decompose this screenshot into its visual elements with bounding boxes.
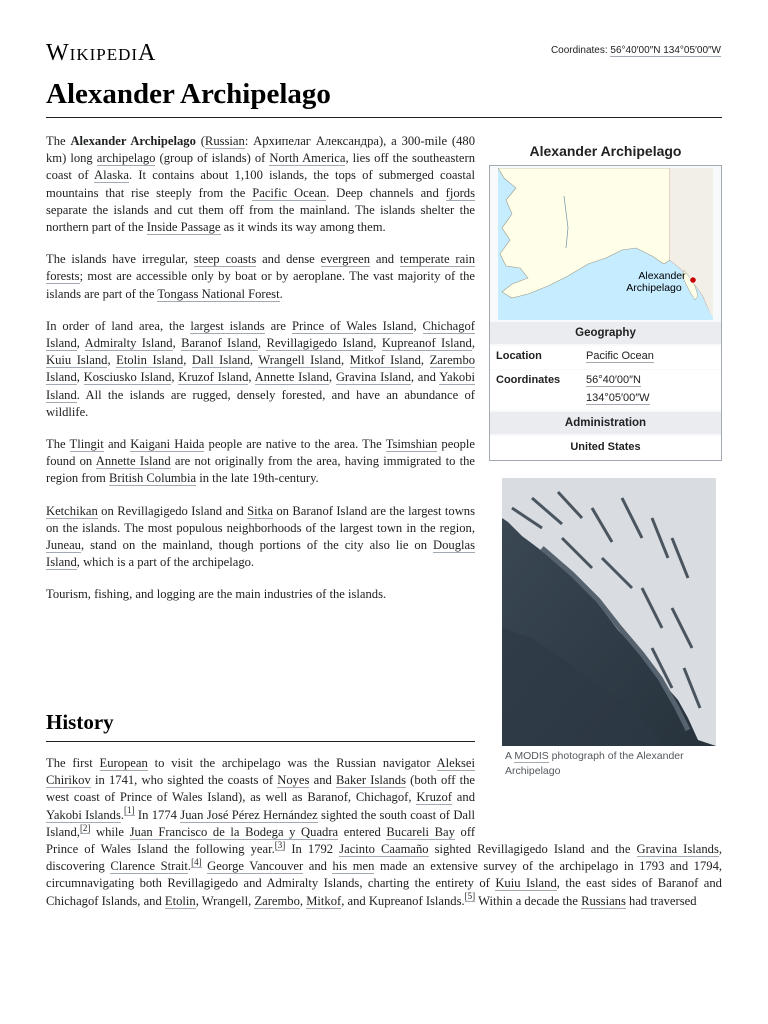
citation-ref[interactable]: [2] — [79, 822, 91, 833]
infobox-header-geography: Geography — [490, 322, 721, 344]
text: , lies off the southeastern coast of — [46, 151, 475, 183]
link-gravina-islands[interactable]: Gravina Islands — [636, 842, 719, 857]
link-kruzof[interactable]: Kruzof — [416, 790, 452, 805]
infobox-row-coordinates — [490, 370, 721, 410]
text: , — [340, 353, 350, 368]
text: , — [183, 353, 192, 368]
link-sitka[interactable]: Sitka — [247, 503, 273, 518]
wikipedia-wordmark[interactable] — [46, 40, 156, 67]
text: : Архипелаг Александра), a 300-mile (480 km) long — [46, 134, 475, 166]
text: ( — [195, 134, 205, 148]
intro-section — [46, 133, 475, 619]
map-label: Alexander — [638, 270, 686, 282]
text: photograph of the Alexander Archipelago — [505, 750, 684, 777]
citation-ref[interactable]: [1] — [124, 805, 135, 816]
link-yakobi-islands[interactable]: Yakobi Islands — [46, 807, 121, 822]
text: . — [120, 807, 125, 822]
link-aleksei-chirikov[interactable]: Aleksei Chirikov — [46, 756, 475, 788]
text: . Deep channels and — [326, 185, 446, 200]
text: In 1792 — [285, 842, 340, 857]
text: , and Kupreanof Islands. — [341, 893, 465, 908]
coordinates-link[interactable]: 56°40′00″N 134°05′00″W — [610, 45, 721, 56]
text: and — [370, 252, 400, 267]
text: The islands have irregular, — [46, 252, 194, 267]
text: , — [413, 318, 423, 333]
text: and — [451, 790, 475, 805]
infobox — [489, 165, 722, 461]
link-pacific-ocean[interactable]: Pacific Ocean — [586, 350, 654, 362]
section-heading-history: History — [46, 710, 114, 734]
text: , — [328, 370, 336, 385]
text: on Baranof Island are the largest towns on the islands. The most populous neighborhoods of the largest town in the region, — [46, 503, 475, 535]
text: Within a decade the — [475, 893, 582, 908]
text: , — [257, 336, 267, 351]
link-island[interactable]: Mitkof Island — [349, 353, 421, 368]
intro-paragraph — [46, 436, 475, 488]
wordmark-letters: IKIPEDI — [69, 45, 139, 64]
link-island[interactable]: Gravina Island — [335, 370, 411, 385]
intro-paragraph — [46, 318, 475, 421]
link-kaigani-haida[interactable]: Kaigani Haida — [130, 437, 205, 452]
text: in 1741, who sighted the coasts of — [90, 773, 278, 788]
text: are not originally from the area, having immigrated to the region from — [46, 454, 475, 486]
text: made an extensive survey of the archipelago in 1793 and 1794, circumnavigating both Revillagigedo and Admiralty Islands, charting the entirety of — [46, 859, 723, 891]
text: on Revillagigedo Island and — [97, 503, 248, 518]
citation-ref[interactable]: [3] — [274, 839, 286, 850]
link-etolin[interactable]: Etolin — [164, 893, 196, 908]
link-russian[interactable]: Russian — [204, 134, 245, 148]
text: The first — [46, 756, 100, 770]
text: as it winds its way among them. — [220, 220, 386, 235]
wordmark-letter: W — [46, 40, 70, 66]
text: , which is a part of the archipelago. — [76, 555, 255, 570]
map-label: Archipelago — [626, 282, 682, 294]
intro-paragraph: Tourism, fishing, and logging are the main industries of the islands. — [46, 587, 387, 602]
link-island[interactable]: Kuiu Island — [46, 353, 108, 368]
link-kuiu-island[interactable]: Kuiu Island — [495, 876, 557, 891]
header-coordinates — [551, 45, 721, 56]
text: , and — [410, 370, 440, 385]
text: . — [279, 286, 283, 301]
link-jacinto-caamano[interactable]: Jacinto Caamaño — [339, 842, 429, 857]
link-evergreen[interactable]: evergreen — [320, 252, 371, 267]
link-alaska[interactable]: Alaska — [94, 168, 130, 183]
link-island[interactable]: Zarembo Island — [46, 353, 476, 385]
link-island[interactable]: Kupreanof Island — [381, 336, 472, 351]
bold-term: Alexander Archipelago — [70, 134, 196, 148]
text: (group of islands) of — [155, 151, 270, 166]
text: and — [303, 859, 333, 874]
text: , — [172, 336, 182, 351]
link-island[interactable]: Wrangell Island — [258, 353, 341, 368]
text: , — [76, 370, 84, 385]
text: , — [171, 370, 179, 385]
link-noyes[interactable]: Noyes — [277, 773, 310, 788]
infobox-key: Location — [496, 350, 542, 362]
link-bucareli-bay[interactable]: Bucareli Bay — [386, 824, 455, 839]
text: The — [46, 437, 70, 452]
text: and — [309, 773, 337, 788]
citation-ref[interactable]: [5] — [464, 891, 476, 902]
link-juneau[interactable]: Juneau — [46, 538, 81, 553]
infobox-header-administration: Administration — [490, 412, 721, 434]
wordmark-letter: A — [138, 40, 157, 66]
coordinates-label: Coordinates: — [550, 45, 608, 56]
text: , Wrangell, — [195, 893, 255, 908]
link-island[interactable]: Kruzof Island — [178, 370, 249, 385]
text: , stand on the mainland, though portions of the city also lie on — [80, 538, 434, 553]
location-marker — [690, 277, 696, 283]
title-divider — [46, 117, 722, 118]
link-island[interactable]: Prince of Wales Island — [291, 318, 414, 333]
link-island[interactable]: Kosciusko Island — [83, 370, 172, 385]
text: off Prince of Wales Island the following year. — [46, 824, 476, 857]
text: while — [90, 824, 130, 839]
link-temperate-rain-forests[interactable]: temperate rain forests — [46, 252, 475, 284]
link-island[interactable]: Dall Island — [191, 353, 250, 368]
link-north-america[interactable]: North America — [269, 151, 346, 166]
link-juan-perez[interactable]: Juan José Pérez Hernández — [180, 807, 318, 822]
text: , discovering — [46, 842, 723, 874]
link-ketchikan[interactable]: Ketchikan — [46, 503, 98, 518]
text: sighted the south coast of Dall Island, — [46, 807, 475, 839]
text: to visit the archipelago was the Russian navigator — [147, 756, 437, 770]
link-island[interactable]: Annette Island — [254, 370, 329, 385]
text: sighted Revillagigedo Island and the — [428, 842, 637, 857]
text: , — [107, 353, 117, 368]
text: , — [299, 893, 307, 908]
infobox-row-location — [490, 346, 721, 369]
text: . — [187, 859, 192, 874]
link-clarence-strait[interactable]: Clarence Strait — [110, 859, 188, 874]
text: , — [248, 370, 255, 385]
link-annette-island[interactable]: Annette Island — [95, 454, 171, 469]
text: , — [373, 336, 382, 351]
text: are — [264, 318, 292, 333]
link-archipelago[interactable]: archipelago — [96, 151, 156, 166]
text: The — [46, 134, 71, 148]
link-zarembo[interactable]: Zarembo — [254, 893, 300, 908]
text: separate the islands and cut them off from the mainland. The islands shelter the northern part of the — [46, 202, 475, 235]
text: , — [420, 353, 430, 368]
text: (both off the west coast of Prince of Wales Island), as well as Baranof, Chichagof, — [46, 773, 475, 805]
link-bodega-y-quadra[interactable]: Juan Francisco de la Bodega y Quadra — [129, 824, 339, 839]
text: In 1774 — [134, 807, 181, 822]
text: people found on — [46, 437, 475, 469]
intro-paragraph — [46, 503, 475, 572]
text: In order of land area, the — [46, 318, 191, 333]
link-island[interactable]: Chichagof Island — [46, 318, 475, 351]
text: . It contains about 1,100 islands, the tops of submerged coastal mountains that rise steeply from the — [46, 168, 476, 200]
link-inside-passage[interactable]: Inside Passage — [146, 220, 221, 235]
link-tongass-national-forest[interactable]: Tongass National Forest — [157, 286, 280, 301]
infobox-title: Alexander Archipelago — [529, 143, 682, 159]
link-island[interactable]: Baranof Island — [181, 336, 258, 351]
link-british-columbia[interactable]: British Columbia — [108, 471, 197, 486]
intro-paragraph — [46, 133, 475, 236]
country-value: United States — [570, 441, 641, 453]
link-yakobi-island[interactable]: Yakobi Island — [46, 370, 476, 402]
link-tlingit[interactable]: Tlingit — [69, 437, 104, 452]
text: , — [249, 353, 259, 368]
text: people are native to the area. The — [204, 437, 386, 452]
text: and dense — [256, 252, 321, 267]
link-george-vancouver[interactable]: George Vancouver — [207, 859, 304, 874]
link-island[interactable]: Etolin Island — [116, 353, 184, 368]
link-douglas-island[interactable]: Douglas Island — [46, 538, 475, 570]
text: A — [505, 750, 515, 762]
link-island[interactable]: Admiralty Island — [84, 336, 173, 351]
link-pacific-ocean[interactable]: Pacific Ocean — [252, 185, 327, 200]
link-steep-coasts[interactable]: steep coasts — [193, 252, 257, 267]
citation-ref[interactable]: [4] — [191, 857, 202, 868]
text: . All the islands are rugged, densely forested, and have an abundance of wildlife. — [46, 387, 475, 419]
link-russians[interactable]: Russians — [581, 893, 626, 908]
link-island[interactable]: Revillagigedo Island — [266, 336, 374, 351]
infobox-key: Coordinates — [496, 374, 561, 386]
link-modis[interactable]: MODIS — [514, 750, 549, 762]
link-fjords[interactable]: fjords — [445, 185, 476, 200]
intro-paragraph — [46, 251, 475, 303]
text: had traversed — [625, 893, 697, 908]
link-mitkof[interactable]: Mitkof — [306, 893, 342, 908]
text: in the late 19th-century. — [196, 471, 319, 486]
photo-caption — [505, 749, 717, 779]
modis-satellite-photo[interactable] — [502, 478, 716, 746]
text: , the east sides of Baranof and Chichagof Islands, and — [46, 876, 722, 908]
coordinates-lat-link[interactable]: 56°40′00″N — [586, 374, 642, 386]
text: , — [471, 336, 475, 351]
link-baker-islands[interactable]: Baker Islands — [336, 773, 406, 788]
locator-map[interactable] — [498, 168, 713, 320]
text: and — [103, 437, 131, 452]
coordinates-lon-link[interactable]: 134°05′00″W — [586, 392, 650, 404]
link-european[interactable]: European — [99, 756, 148, 770]
link-his-men[interactable]: his men — [332, 859, 375, 874]
page-title: Alexander Archipelago — [46, 78, 331, 110]
link-largest-islands[interactable]: largest islands — [190, 318, 265, 333]
section-divider — [46, 741, 475, 742]
text: , — [76, 336, 85, 351]
text: entered — [338, 824, 387, 839]
text: ; most are accessible only by boat or by aeroplane. The vast majority of the islands are part of the — [46, 269, 475, 301]
infobox-row-country — [490, 436, 721, 460]
link-tsimshian[interactable]: Tsimshian — [385, 437, 438, 452]
